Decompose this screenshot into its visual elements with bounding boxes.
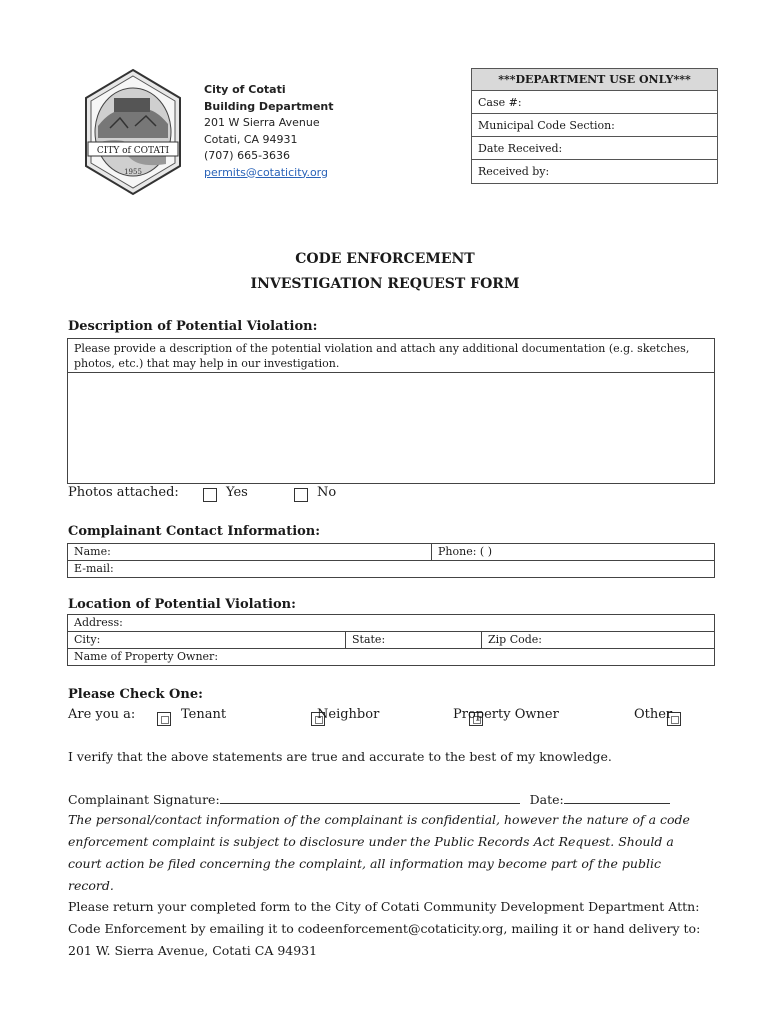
photos-no-checkbox[interactable] (294, 488, 308, 502)
description-instructions: Please provide a description of the potential violation and attach any additional documentation (e.g. sketches, photos, etc.) that may help in our investigation. (68, 339, 714, 373)
check-one-heading: Please Check One: (68, 687, 203, 702)
complainant-table (67, 543, 715, 578)
property-owner-field[interactable]: Name of Property Owner: (68, 649, 715, 666)
form-title-line2: INVESTIGATION REQUEST FORM (250, 276, 520, 292)
city-seal-logo (80, 68, 186, 196)
municipal-code-field[interactable]: Municipal Code Section: (472, 114, 717, 137)
photos-no-label: No (317, 485, 337, 500)
seal-text: CITY of COTATI (96, 146, 170, 156)
date-line[interactable] (564, 791, 670, 804)
other-label: Other (634, 707, 673, 722)
address-line2: Cotati, CA 94931 (204, 132, 298, 146)
property-owner-label: Property Owner (453, 707, 559, 722)
seal-year: 1955 (124, 168, 142, 176)
received-by-field[interactable]: Received by: (478, 165, 550, 178)
department-use-heading: ***DEPARTMENT USE ONLY*** (472, 69, 717, 91)
signature-row (68, 791, 670, 807)
email-link[interactable]: permits@cotaticity.org (204, 165, 328, 179)
complainant-heading: Complainant Contact Information: (68, 524, 321, 539)
verify-statement: I verify that the above statements are true and accurate to the best of my knowledge. (68, 749, 612, 764)
photos-attached-label: Photos attached: (68, 485, 179, 500)
tenant-checkbox[interactable] (157, 712, 171, 726)
dept-name: Building Department (204, 99, 334, 113)
org-name: City of Cotati (204, 83, 286, 96)
address-line1: 201 W Sierra Avenue (204, 116, 320, 129)
signature-label: Complainant Signature: (68, 792, 220, 807)
description-box (67, 338, 715, 484)
address-field[interactable]: Address: (68, 615, 715, 632)
return-instructions: Please return your completed form to the City of Cotati Community Development Department Attn: Code Enforcement by emailing it to codeenforcement@cotaticity.org, mailing it or hand delivery to: 201 W. Sierra Avenue, Cotati CA 94931 (68, 899, 701, 958)
complainant-email-field[interactable]: E-mail: (68, 561, 715, 578)
are-you-a-label: Are you a: (68, 707, 136, 722)
city-field[interactable]: City: (68, 632, 346, 649)
department-use-box (471, 68, 718, 184)
description-heading: Description of Potential Violation: (68, 319, 318, 334)
tenant-label: Tenant (181, 707, 227, 722)
signature-line[interactable] (220, 791, 520, 804)
complainant-phone-field[interactable]: Phone: ( ) (432, 544, 715, 561)
zip-code-field[interactable]: Zip Code: (482, 632, 715, 649)
photos-yes-checkbox[interactable] (203, 488, 217, 502)
location-heading: Location of Potential Violation: (68, 597, 296, 612)
case-number-field[interactable]: Case #: (472, 91, 717, 114)
location-table (67, 614, 715, 666)
confidential-notice: The personal/contact information of the complainant is confidential, however the nature of a code enforcement complaint is subject to disclosure under the Public Records Act Request. Should a court action be filed concerning the complaint, all information may become part of the public record. (68, 812, 690, 893)
neighbor-label: Neighbor (317, 707, 380, 722)
form-title-line1: CODE ENFORCEMENT (295, 251, 475, 267)
description-textarea[interactable] (68, 373, 714, 483)
date-label: Date: (529, 792, 564, 807)
phone-number: (707) 665-3636 (204, 149, 291, 162)
date-received-field[interactable]: Date Received: (472, 137, 717, 160)
header-contact-block (204, 82, 334, 181)
state-field[interactable]: State: (346, 632, 482, 649)
photos-yes-label: Yes (226, 485, 248, 500)
complainant-name-field[interactable]: Name: (68, 544, 432, 561)
